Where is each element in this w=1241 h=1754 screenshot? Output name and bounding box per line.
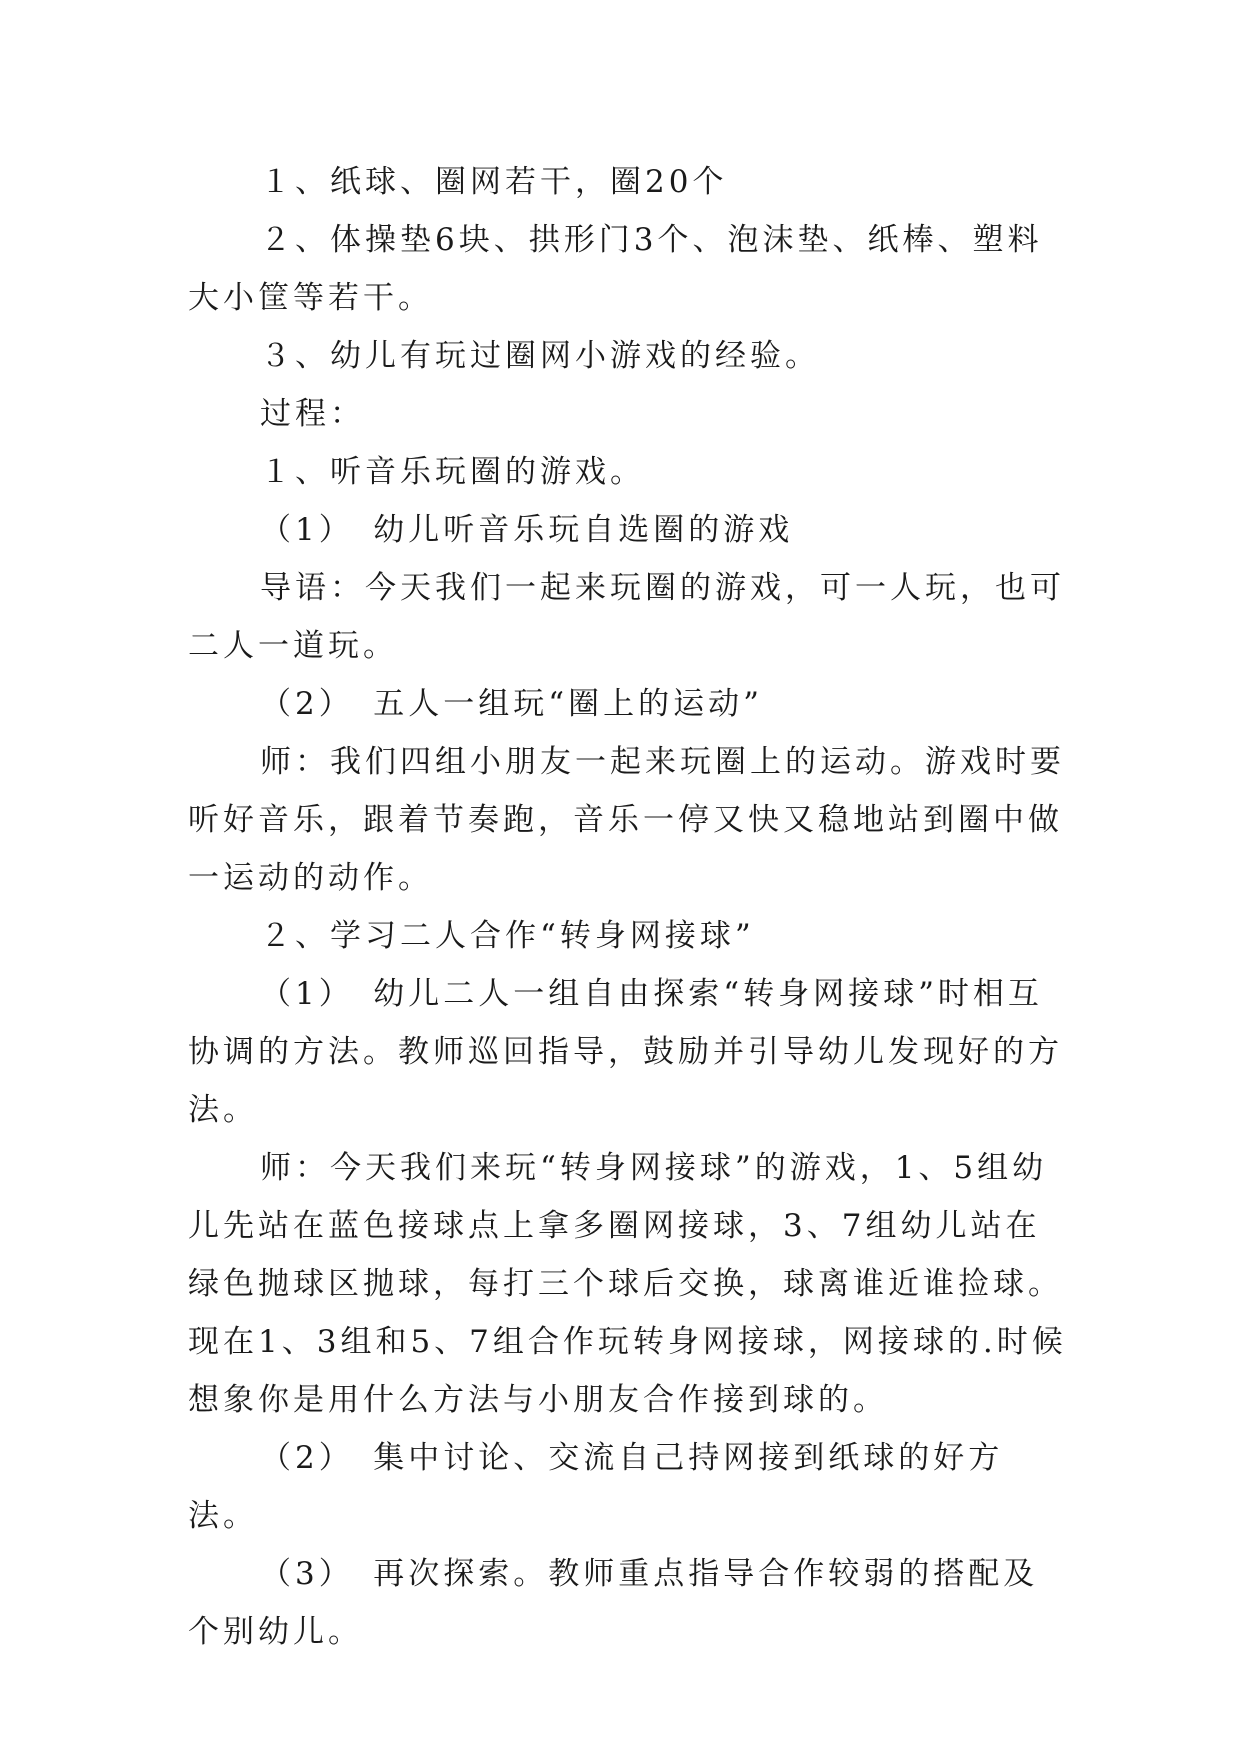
paragraph: １、听音乐玩圈的游戏。: [260, 454, 645, 490]
paragraph: （1） 幼儿听音乐玩自选圈的游戏: [260, 512, 794, 548]
document-body: [188, 153, 1068, 1661]
paragraph: 导语：今天我们一起来玩圈的游戏，可一人玩，也可二人一道玩。: [188, 570, 1065, 664]
paragraph: 师：今天我们来玩“转身网接球”的游戏，1、5组幼儿先站在蓝色接球点上拿多圈网接球，3、7组幼儿站在绿色抛球区抛球，每打三个球后交换，球离谁近谁捡球。现在1、3组和5、7组合作玩转身网接球，网接球的.时候想象你是用什么方法与小朋友合作接到球的。: [188, 1150, 1067, 1418]
paragraph: ２、体操垫6块、拱形门3个、泡沫垫、纸棒、塑料大小筐等若干。: [188, 222, 1043, 316]
paragraph: （3） 再次探索。教师重点指导合作较弱的搭配及个别幼儿。: [188, 1556, 1039, 1650]
paragraph: 师：我们四组小朋友一起来玩圈上的运动。游戏时要听好音乐，跟着节奏跑，音乐一停又快又稳地站到圈中做一运动的动作。: [188, 744, 1065, 896]
section-heading: 过程：: [260, 396, 365, 432]
paragraph: １、纸球、圈网若干，圈20个: [260, 164, 728, 200]
paragraph: ３、幼儿有玩过圈网小游戏的经验。: [260, 338, 820, 374]
paragraph: ２、学习二人合作“转身网接球”: [260, 918, 755, 954]
paragraph: （1） 幼儿二人一组自由探索“转身网接球”时相互协调的方法。教师巡回指导，鼓励并引导幼儿发现好的方法。: [188, 976, 1063, 1128]
paragraph: （2） 集中讨论、交流自己持网接到纸球的好方法。: [188, 1440, 1004, 1534]
paragraph: （2） 五人一组玩“圈上的运动”: [260, 686, 763, 722]
